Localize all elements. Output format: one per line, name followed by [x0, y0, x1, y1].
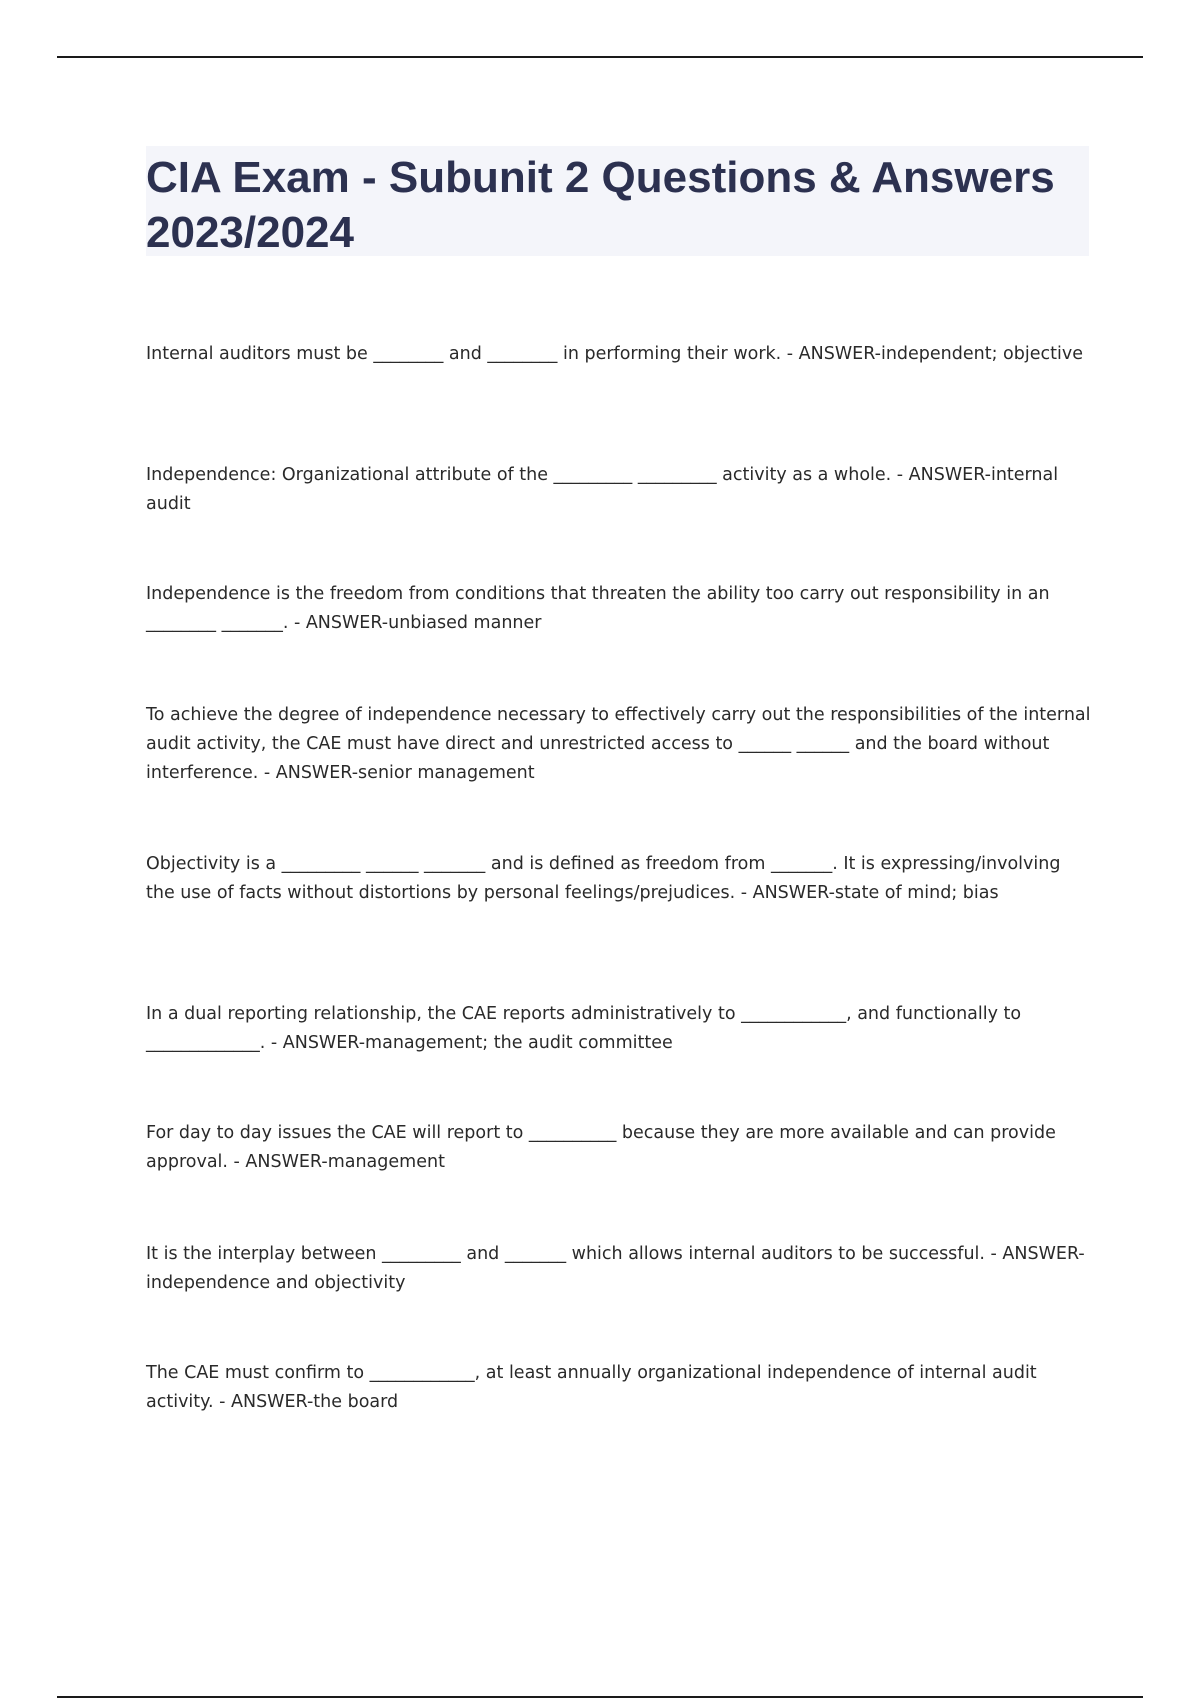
qa-item-8: It is the interplay between _________ and _______ which allows internal auditors to be successful. - ANSWER-independence and objectivity — [146, 1244, 1085, 1293]
qa-item-6: In a dual reporting relationship, the CAE reports administratively to ____________, and functionally to _____________. - ANSWER-management; the audit committee — [146, 1004, 1022, 1053]
qa-item-4: To achieve the degree of independence necessary to effectively carry out the responsibilities of the internal audit activity, the CAE must have direct and unrestricted access to ______ ______ and the board without interference. - ANSWER-senior management — [146, 705, 1091, 783]
qa-item-7: For day to day issues the CAE will report to __________ because they are more available and can provide approval. - ANSWER-management — [146, 1123, 1056, 1172]
qa-item-5: Objectivity is a _________ ______ _______ and is defined as freedom from _______. It is expressing/involving the use of facts without distortions by personal feelings/prejudices. - ANSWER-state of mind; bias — [146, 854, 1061, 903]
title-banner — [146, 146, 1089, 256]
document-title: CIA Exam - Subunit 2 Questions & Answers 2023/2024 — [146, 153, 1055, 257]
qa-item-2: Independence: Organizational attribute of the _________ _________ activity as a whole. - ANSWER-internal audit — [146, 465, 1059, 514]
qa-item-9: The CAE must confirm to ____________, at least annually organizational independence of internal audit activity. - ANSWER-the board — [146, 1363, 1037, 1412]
top-rule — [57, 56, 1143, 58]
qa-item-1: Internal auditors must be ________ and ________ in performing their work. - ANSWER-independent; objective — [146, 344, 1083, 364]
qa-item-3: Independence is the freedom from conditions that threaten the ability too carry out responsibility in an ________ _______. - ANSWER-unbiased manner — [146, 584, 1050, 633]
bottom-rule — [57, 1696, 1143, 1698]
